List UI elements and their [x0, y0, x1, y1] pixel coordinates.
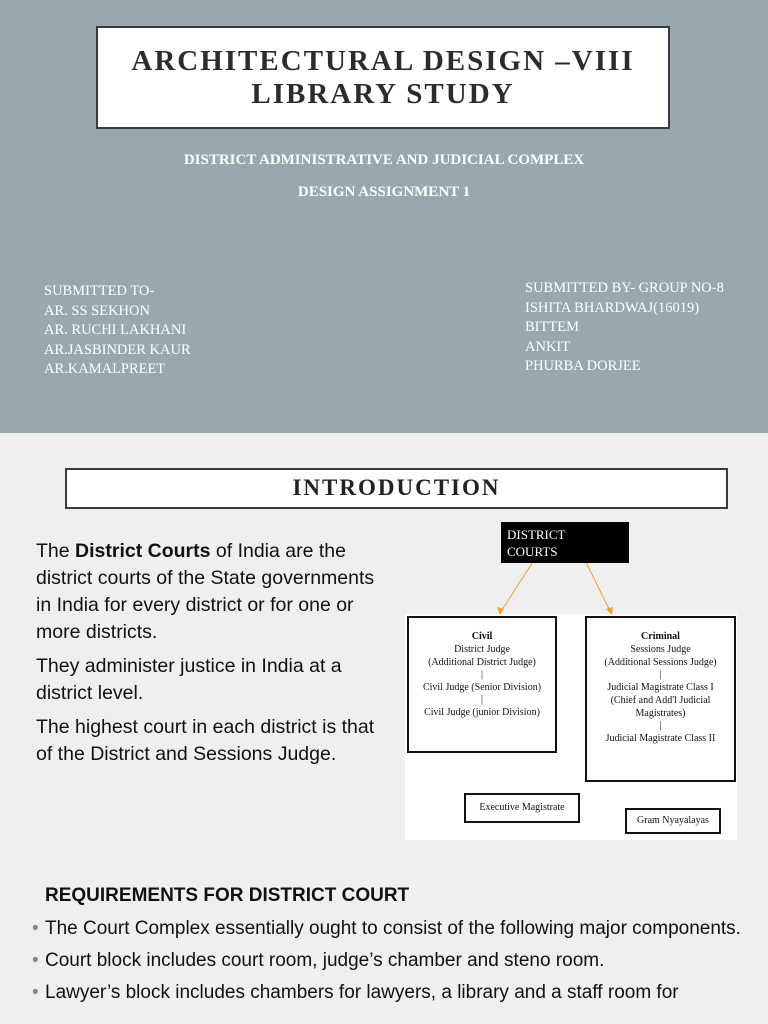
bullet-icon: • [32, 950, 39, 971]
submitted-by-name: BITTEM [525, 319, 579, 335]
intro-paragraph-2: They administer justice in India at a district level. [36, 655, 342, 704]
intro-p1-bold: District Courts [75, 540, 211, 562]
submitted-by-label: SUBMITTED BY- GROUP NO-8 [525, 280, 724, 296]
civil-line: Civil Judge (junior Division) [424, 707, 540, 718]
intro-paragraph-3: The highest court in each district is that of the District and Sessions Judge. [36, 716, 375, 765]
civil-separator: | [480, 669, 483, 680]
requirements-list [32, 916, 742, 1012]
district-courts-line-1: DISTRICT [507, 527, 566, 542]
district-courts-line-2: COURTS [507, 544, 558, 559]
bullet-icon: • [32, 982, 39, 1003]
introduction-heading: INTRODUCTION [65, 468, 728, 509]
civil-line: Civil Judge (Senior Division) [422, 682, 542, 693]
submitted-by-name: ANKIT [525, 338, 571, 355]
criminal-line: (Additional Sessions Judge) [604, 657, 717, 668]
criminal-line: Sessions Judge [630, 644, 691, 655]
slide-title-line-2: LIBRARY STUDY [251, 78, 515, 110]
bullet-icon: • [32, 918, 39, 939]
criminal-separator: | [659, 720, 662, 731]
criminal-line: (Chief and Add'l Judicial [610, 695, 711, 706]
civil-line: District Judge [454, 644, 510, 655]
submitted-to-block [44, 282, 191, 380]
submitted-by-name: ISHITA BHARDWAJ(16019) [525, 299, 700, 316]
title-box [96, 26, 670, 129]
district-courts-box [501, 522, 629, 563]
requirement-item [32, 948, 742, 974]
slide-subtitle-1: DISTRICT ADMINISTRATIVE AND JUDICIAL COMPLEX [183, 152, 585, 168]
criminal-courts-box [585, 616, 736, 782]
court-hierarchy-diagram [405, 522, 737, 840]
civil-line: (Additional District Judge) [428, 657, 536, 668]
arrow-head-criminal [606, 607, 613, 615]
criminal-title: Criminal [641, 631, 680, 642]
submitted-to-name: AR. RUCHI LAKHANI [44, 322, 187, 338]
criminal-line: Judicial Magistrate Class II [605, 733, 716, 744]
executive-magistrate-box: Executive Magistrate [464, 793, 580, 823]
submitted-to-name: AR.JASBINDER KAUR [44, 341, 191, 358]
civil-title: Civil [471, 631, 493, 642]
submitted-to-label: SUBMITTED TO- [44, 283, 155, 299]
criminal-line: Magistrates) [635, 708, 686, 719]
civil-courts-box [407, 616, 557, 753]
requirement-text: The Court Complex essentially ought to consist of the following major components. [45, 918, 741, 939]
title-slide [0, 0, 768, 433]
requirement-text: Court block includes court room, judge’s chamber and steno room. [45, 950, 605, 971]
submitted-by-name: PHURBA DORJEE [525, 358, 641, 374]
requirements-heading: REQUIREMENTS FOR DISTRICT COURT [45, 885, 410, 906]
intro-p1-lead: The [36, 540, 76, 562]
slide-title-line-1: ARCHITECTURAL DESIGN –VIII [131, 45, 635, 77]
civil-separator: | [480, 694, 483, 705]
gram-nyayalayas-box: Gram Nyayalayas [625, 808, 721, 834]
submitted-by-block [525, 279, 724, 377]
requirement-text: Lawyer’s block includes chambers for lawyers, a library and a staff room for [45, 982, 679, 1003]
introduction-text [36, 538, 386, 775]
intro-paragraph-1 [36, 538, 386, 646]
requirement-item [32, 916, 742, 942]
intro-p1-rest: of India are the district courts of the State governments in India for every district or for one or more districts. [36, 540, 375, 643]
submitted-to-name: AR.KAMALPREET [44, 361, 166, 377]
requirement-item [32, 980, 742, 1006]
criminal-separator: | [659, 669, 662, 680]
criminal-line: Judicial Magistrate Class I [607, 682, 714, 693]
submitted-to-name: AR. SS SEKHON [44, 302, 150, 319]
slide-subtitle-2: DESIGN ASSIGNMENT 1 [297, 184, 471, 200]
